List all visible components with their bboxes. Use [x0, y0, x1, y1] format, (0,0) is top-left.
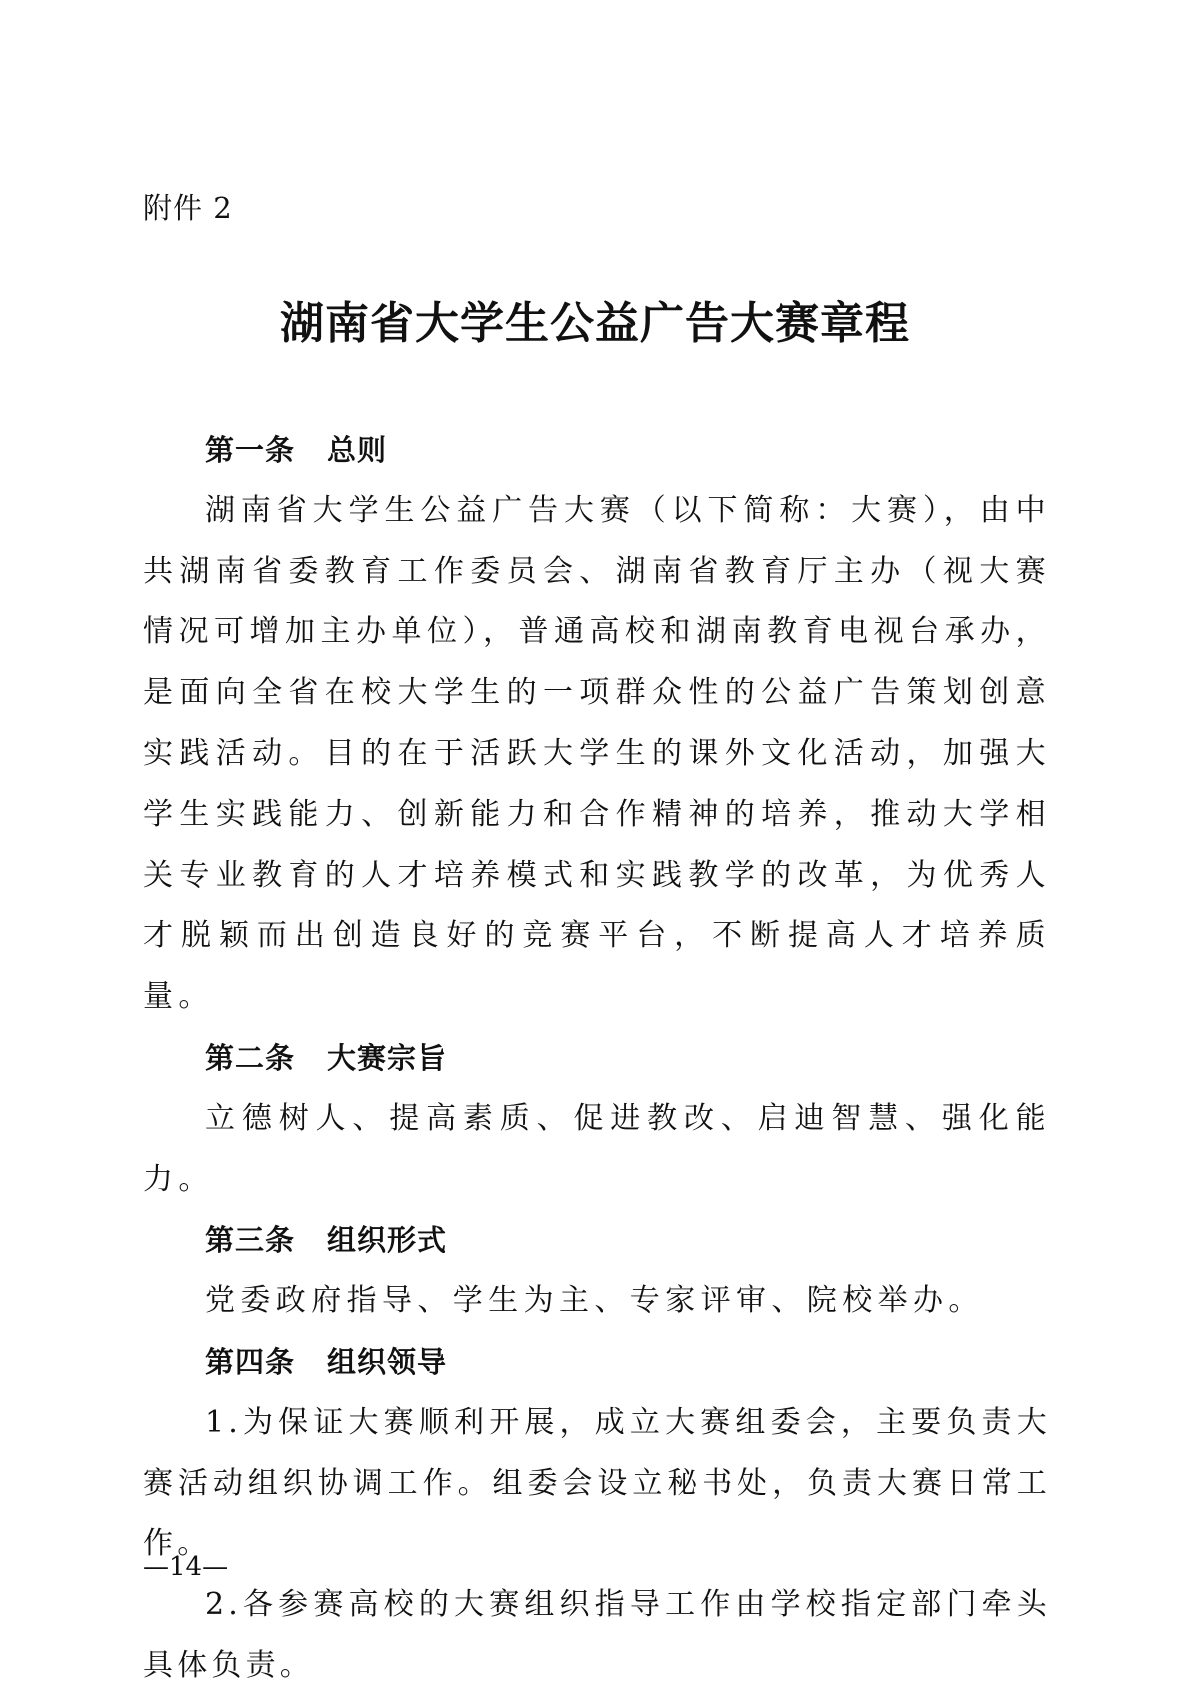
attachment-label: 附件 2: [143, 191, 233, 225]
article-heading: [143, 1210, 1051, 1271]
article-number: 第四条: [205, 1344, 296, 1379]
article-number: 第三条: [205, 1223, 296, 1258]
article-title: 组织领导: [327, 1344, 448, 1379]
article-heading: [143, 420, 1051, 481]
article-number: 第二条: [205, 1040, 296, 1075]
article-number: 第一条: [205, 433, 296, 467]
article-heading: [143, 1028, 1051, 1089]
document-title: 湖南省大学生公益广告大赛章程: [280, 298, 910, 349]
article-title: 组织形式: [327, 1223, 448, 1258]
article-paragraph: 湖南省大学生公益广告大赛（以下简称：大赛），由中共湖南省委教育工作委员会、湖南省教育厅主办（视大赛情况可增加主办单位），普通高校和湖南教育电视台承办，是面向全省在校大学生的一项群众性的公益广告策划创意实践活动。目的在于活跃大学生的课外文化活动，加强大学生实践能力、创新能力和合作精神的培养，推动大学相关专业教育的人才培养模式和实践教学的改革，为优秀人才脱颖而出创造良好的竞赛平台，不断提高人才培养质量。: [143, 492, 1051, 1015]
article-title: 大赛宗旨: [327, 1040, 448, 1075]
document-body: [143, 420, 1051, 1697]
article-title: 总则: [327, 433, 388, 467]
article-paragraph: 2.各参赛高校的大赛组织指导工作由学校指定部门牵头具体负责。: [143, 1587, 1051, 1683]
article-paragraph: 1.为保证大赛顺利开展，成立大赛组委会，主要负责大赛活动组织协调工作。组委会设立秘书处，负责大赛日常工作。: [143, 1404, 1051, 1562]
article-paragraph: 立德树人、提高素质、促进教改、启迪智慧、强化能力。: [143, 1100, 1051, 1197]
page-number: —14—: [143, 1552, 229, 1582]
article-paragraph: 党委政府指导、学生为主、专家评审、院校举办。: [205, 1283, 984, 1319]
article-heading: [143, 1332, 1051, 1393]
